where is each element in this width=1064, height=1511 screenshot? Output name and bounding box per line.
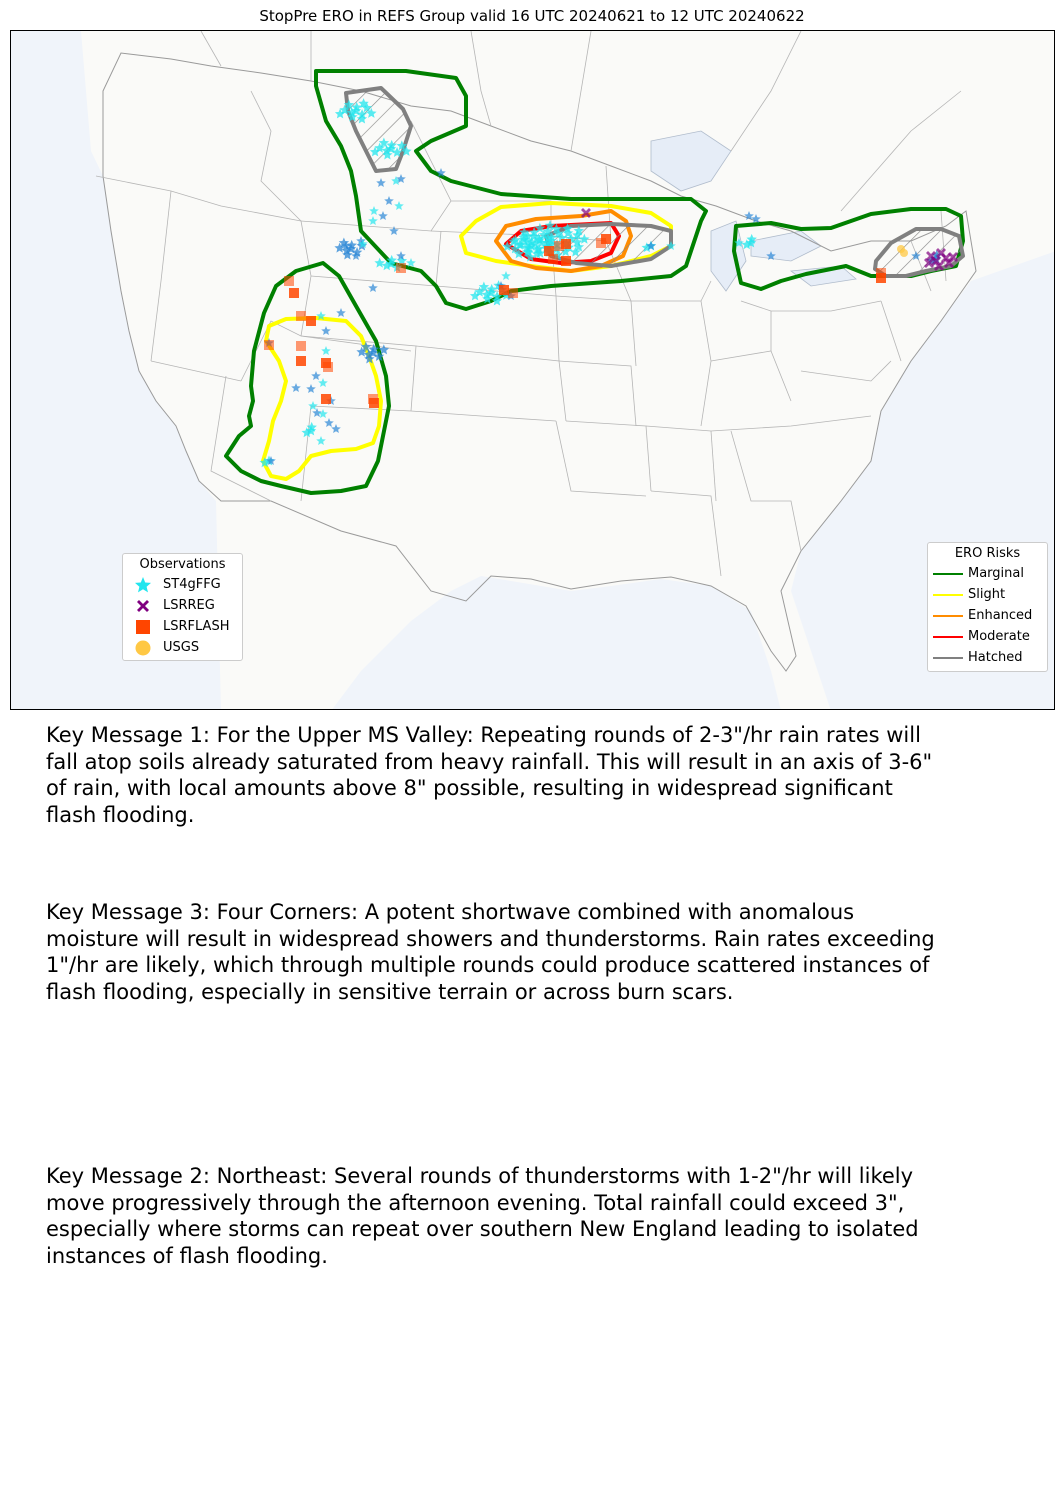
legend-entry-slight bbox=[928, 584, 1047, 605]
key-message-3: Key Message 3: Four Corners: A potent shortwave combined with anomalous moisture will result in widespread showers and thunderstorms. Rain rates exceeding 1"/hr are likely, which through multiple rounds could produce scattered instances of flash flooding, especially in sensitive terrain or across burn scars. bbox=[46, 900, 935, 1004]
observation-square bbox=[296, 341, 306, 351]
ero-risks-legend bbox=[927, 542, 1048, 672]
observation-square bbox=[601, 234, 611, 244]
legend-label-slight: Slight bbox=[968, 587, 1006, 602]
observation-square bbox=[876, 268, 886, 278]
legend-label-st4gffg: ST4gFFG bbox=[163, 577, 221, 592]
observation-square bbox=[369, 398, 379, 408]
legend-label-marginal: Marginal bbox=[968, 566, 1024, 581]
observation-square bbox=[561, 239, 571, 249]
legend-entry-st4gffg bbox=[123, 574, 242, 595]
legend-entry-moderate bbox=[928, 626, 1047, 647]
legend-entry-usgs bbox=[123, 637, 242, 658]
observation-square bbox=[561, 256, 571, 266]
observation-square bbox=[508, 288, 518, 298]
x-icon bbox=[134, 597, 152, 615]
observation-square bbox=[306, 316, 316, 326]
ero-legend-title: ERO Risks bbox=[954, 546, 1021, 561]
legend-label-enhanced: Enhanced bbox=[968, 608, 1033, 623]
legend-entry-lsrreg bbox=[123, 595, 242, 616]
observation-square bbox=[296, 356, 306, 366]
observation-square bbox=[284, 276, 294, 286]
observation-square bbox=[396, 263, 406, 273]
observations-legend-title: Observations bbox=[139, 557, 226, 572]
line-swatch-icon bbox=[933, 634, 963, 640]
line-swatch-icon bbox=[933, 613, 963, 619]
legend-entry-lsrflash bbox=[123, 616, 242, 637]
star-icon bbox=[134, 576, 152, 594]
circle-icon bbox=[134, 639, 152, 657]
square-icon bbox=[134, 618, 152, 636]
line-swatch-icon bbox=[933, 592, 963, 598]
observation-square bbox=[296, 311, 306, 321]
observation-square bbox=[289, 288, 299, 298]
key-message-1: Key Message 1: For the Upper MS Valley: Repeating rounds of 2-3"/hr rain rates will fall atop soils already saturated from heavy rainfall. This will result in an axis of 3-6" of rain, with local amounts above 8" possible, resulting in widespread significant flash flooding. bbox=[46, 723, 933, 827]
observation-square bbox=[264, 340, 274, 350]
observations-legend bbox=[122, 553, 243, 661]
legend-entry-marginal bbox=[928, 563, 1047, 584]
observation-square bbox=[548, 254, 558, 264]
legend-entry-hatched bbox=[928, 647, 1047, 668]
observation-circle bbox=[900, 249, 908, 257]
line-swatch-icon bbox=[933, 571, 963, 577]
map-title: StopPre ERO in REFS Group valid 16 UTC 20240621 to 12 UTC 20240622 bbox=[259, 7, 805, 25]
legend-label-moderate: Moderate bbox=[968, 629, 1030, 644]
observation-square bbox=[499, 285, 509, 295]
legend-label-lsrreg: LSRREG bbox=[163, 598, 215, 613]
legend-label-lsrflash: LSRFLASH bbox=[163, 619, 230, 634]
legend-label-usgs: USGS bbox=[163, 640, 200, 655]
legend-entry-enhanced bbox=[928, 605, 1047, 626]
legend-label-hatched: Hatched bbox=[968, 650, 1023, 665]
observation-square bbox=[323, 362, 333, 372]
line-swatch-icon bbox=[933, 655, 963, 661]
observation-square bbox=[321, 394, 331, 404]
key-message-2: Key Message 2: Northeast: Several rounds of thunderstorms with 1-2"/hr will likely move progressively through the afternoon evening. Total rainfall could exceed 3", especially where storms can repeat over southern New England leading to isolated instances of flash flooding. bbox=[46, 1164, 919, 1268]
